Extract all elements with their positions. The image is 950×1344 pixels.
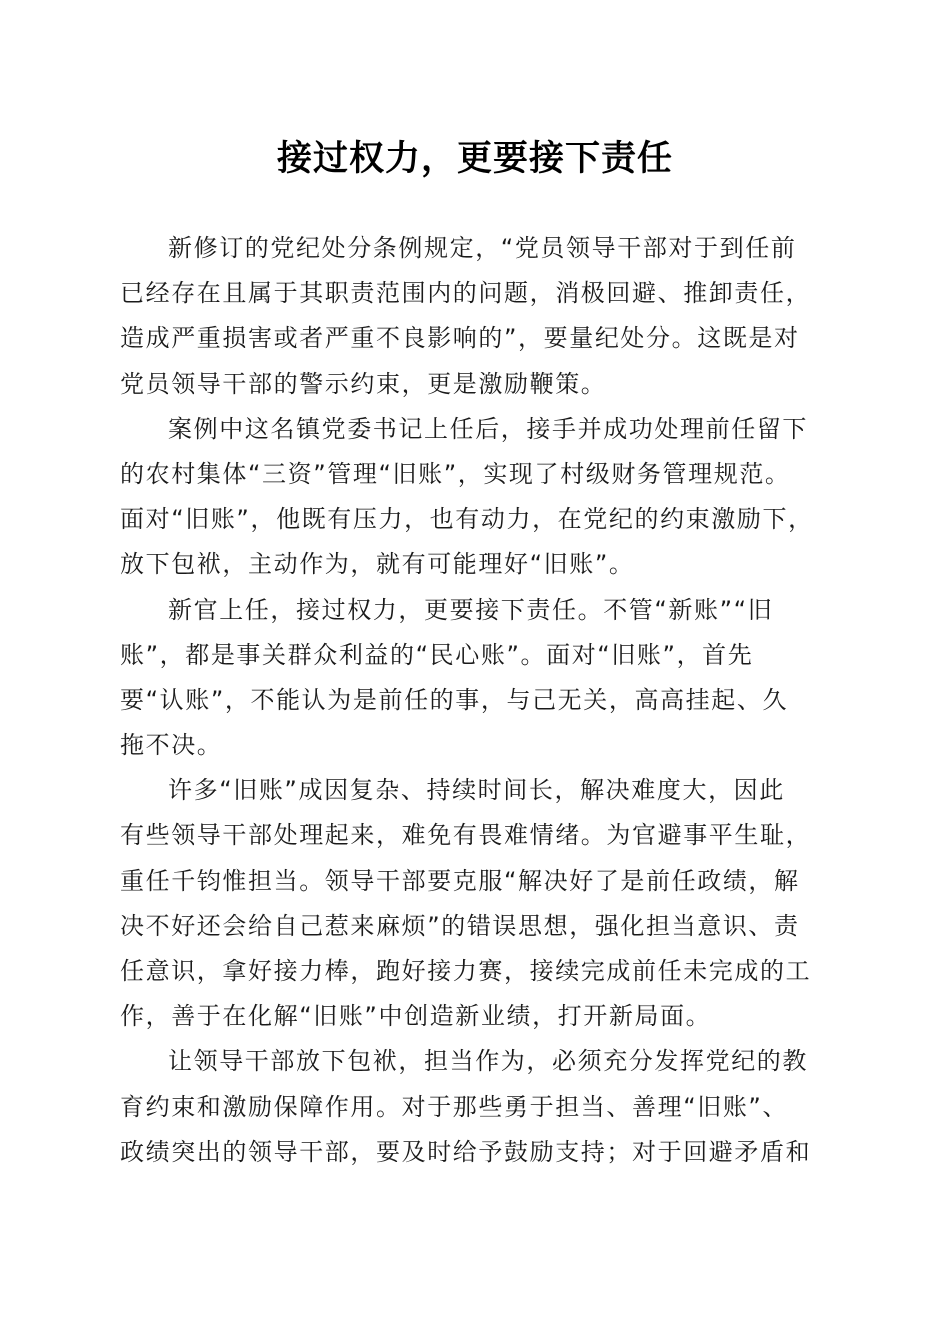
document-body (120, 226, 840, 1175)
paragraph-line: 拖不决。 (120, 731, 223, 760)
paragraph-line: 有些领导干部处理起来，难免有畏难情绪。为官避事平生耻， (120, 821, 812, 850)
paragraph-line: 造成严重损害或者严重不良影响的”，要量纪处分。这既是对 (120, 324, 800, 353)
document-title: 接过权力，更要接下责任 (276, 138, 673, 179)
paragraph-line: 作，善于在化解“旧账”中创造新业绩，打开新局面。 (120, 1002, 712, 1031)
paragraph-line: 放下包袱，主动作为，就有可能理好“旧账”。 (120, 550, 635, 579)
paragraph-3 (120, 588, 840, 769)
paragraph-line: 新官上任，接过权力，更要接下责任。不管“新账”“旧 (168, 595, 774, 624)
paragraph-5 (120, 1039, 840, 1175)
paragraph-line: 育约束和激励保障作用。对于那些勇于担当、善理“旧账”、 (120, 1092, 789, 1121)
paragraph-line: 要“认账”，不能认为是前任的事，与己无关，高高挂起、久 (120, 685, 789, 714)
paragraph-line: 的农村集体“三资”管理“旧账”，实现了村级财务管理规范。 (120, 459, 791, 488)
paragraph-line: 许多“旧账”成因复杂、持续时间长，解决难度大，因此 (168, 776, 785, 805)
paragraph-line: 任意识，拿好接力棒，跑好接力赛，接续完成前任未完成的工 (120, 957, 812, 985)
paragraph-4 (120, 768, 840, 1039)
paragraph-line: 重任千钧惟担当。领导干部要克服“解决好了是前任政绩，解 (120, 866, 800, 895)
paragraph-line: 账”，都是事关群众利益的“民心账”。面对“旧账”，首先 (120, 640, 754, 669)
paragraph-2 (120, 407, 840, 588)
paragraph-line: 让领导干部放下包袱，担当作为，必须充分发挥党纪的教 (168, 1047, 808, 1076)
paragraph-line: 决不好还会给自己惹来麻烦”的错误思想，强化担当意识、责 (120, 911, 800, 940)
paragraph-line: 党员领导干部的警示约束，更是激励鞭策。 (120, 369, 607, 398)
paragraph-line: 已经存在且属于其职责范围内的问题，消极回避、推卸责任， (120, 279, 812, 308)
paragraph-1 (120, 226, 840, 407)
paragraph-line: 新修订的党纪处分条例规定，“党员领导干部对于到任前 (168, 234, 797, 262)
paragraph-line: 案例中这名镇党委书记上任后，接手并成功处理前任留下 (168, 414, 808, 443)
paragraph-line: 面对“旧账”，他既有压力，也有动力，在党纪的约束激励下， (120, 505, 814, 534)
paragraph-line: 政绩突出的领导干部，要及时给予鼓励支持；对于回避矛盾和 (120, 1137, 812, 1166)
